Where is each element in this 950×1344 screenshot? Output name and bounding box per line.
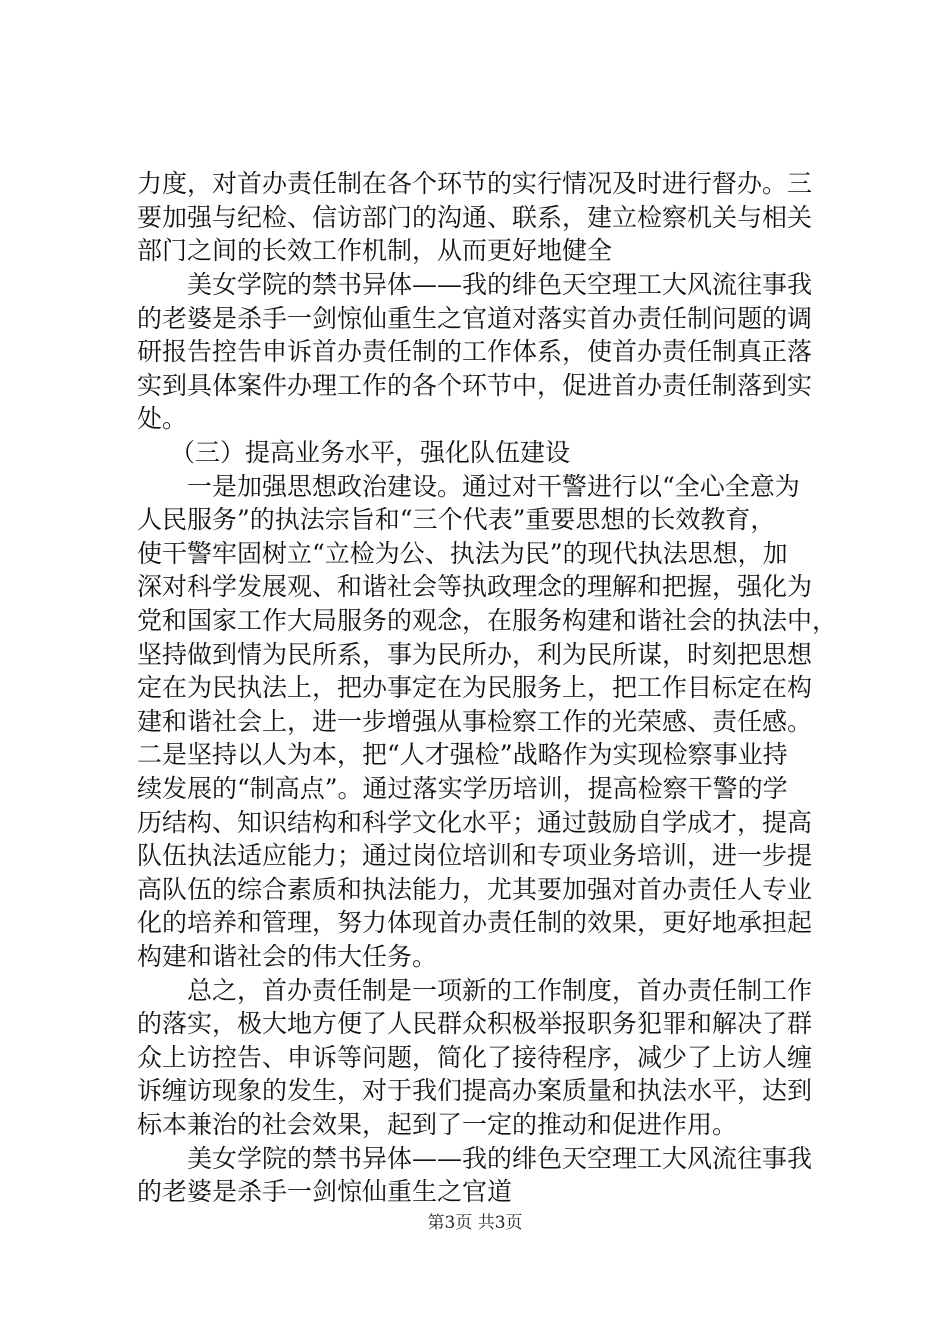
text-line: 研报告控告申诉首办责任制的工作体系，使首办责任制真正落 bbox=[137, 337, 813, 366]
text-line: 人民服务”的执法宗旨和“三个代表”重要思想的长效教育， bbox=[137, 505, 776, 534]
section-heading: （三）提高业务水平，强化队伍建设 bbox=[170, 438, 571, 467]
text-line: 构建和谐社会的伟大任务。 bbox=[137, 942, 438, 971]
text-line: 部门之间的长效工作机制，从而更好地健全 bbox=[137, 236, 613, 265]
text-line: 建和谐社会上，进一步增强从事检察工作的光荣感、责任感。 bbox=[137, 707, 813, 736]
text-line: 二是坚持以人为本，把“人才强检”战略作为实现检察事业持 bbox=[137, 740, 788, 769]
text-line: 使干警牢固树立“立检为公、执法为民”的现代执法思想，加 bbox=[137, 539, 788, 568]
page-number-footer: 第3页 共3页 bbox=[427, 1213, 523, 1233]
text-line: 深对科学发展观、和谐社会等执政理念的理解和把握，强化为 bbox=[137, 572, 813, 601]
text-line: 党和国家工作大局服务的观念，在服务构建和谐社会的执法中， bbox=[137, 606, 838, 635]
text-line: 队伍执法适应能力；通过岗位培训和专项业务培训，进一步提 bbox=[137, 841, 813, 870]
text-line: 坚持做到情为民所系，事为民所办，利为民所谋，时刻把思想 bbox=[137, 640, 813, 669]
text-line: 处。 bbox=[137, 404, 188, 433]
text-line: 力度，对首办责任制在各个环节的实行情况及时进行督办。三 bbox=[137, 169, 813, 198]
text-line: 的老婆是杀手一剑惊仙重生之官道对落实首办责任制问题的调 bbox=[137, 304, 813, 333]
text-line: 的落实，极大地方便了人民群众积极举报职务犯罪和解决了群 bbox=[137, 1009, 813, 1038]
text-line: 高队伍的综合素质和执法能力，尤其要加强对首办责任人专业 bbox=[137, 875, 813, 904]
text-line: 总之，首办责任制是一项新的工作制度，首办责任制工作 bbox=[187, 976, 813, 1005]
text-line: 标本兼治的社会效果，起到了一定的推动和促进作用。 bbox=[137, 1110, 738, 1139]
text-line: 历结构、知识结构和科学文化水平；通过鼓励自学成才，提高 bbox=[137, 808, 813, 837]
text-line: 一是加强思想政治建设。通过对干警进行以“全心全意为 bbox=[187, 472, 800, 501]
text-line: 的老婆是杀手一剑惊仙重生之官道 bbox=[137, 1177, 513, 1206]
text-line: 美女学院的禁书异体——我的绯色天空理工大风流往事我 bbox=[187, 1144, 813, 1173]
text-line: 化的培养和管理，努力体现首办责任制的效果，更好地承担起 bbox=[137, 908, 813, 937]
text-line: 美女学院的禁书异体——我的绯色天空理工大风流往事我 bbox=[187, 270, 813, 299]
text-line: 定在为民执法上，把办事定在为民服务上，把工作目标定在构 bbox=[137, 673, 813, 702]
text-line: 诉缠访现象的发生，对于我们提高办案质量和执法水平，达到 bbox=[137, 1076, 813, 1105]
text-line: 众上访控告、申诉等问题，简化了接待程序，减少了上访人缠 bbox=[137, 1043, 813, 1072]
text-line: 实到具体案件办理工作的各个环节中，促进首办责任制落到实 bbox=[137, 371, 813, 400]
text-line: 要加强与纪检、信访部门的沟通、联系，建立检察机关与相关 bbox=[137, 203, 813, 232]
text-line: 续发展的“制高点”。通过落实学历培训，提高检察干警的学 bbox=[137, 774, 788, 803]
